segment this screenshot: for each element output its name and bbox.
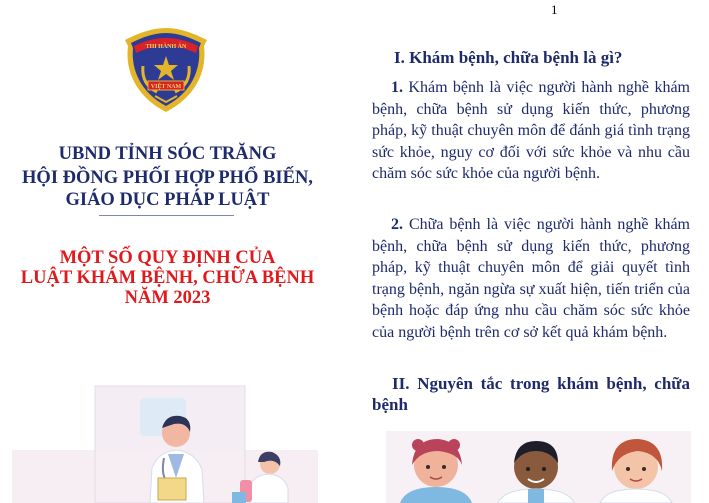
paragraph-1-number: 1. bbox=[391, 79, 403, 96]
doc-title-line-3: NĂM 2023 bbox=[124, 288, 211, 308]
paragraph-2 bbox=[372, 214, 690, 344]
doc-title-line-1: MỘT SỐ QUY ĐỊNH CỦA bbox=[59, 248, 276, 268]
medical-staff-illustration bbox=[386, 425, 691, 503]
section-1-heading: I. Khám bệnh, chữa bệnh là gì? bbox=[394, 48, 623, 67]
org-line-3: GIÁO DỤC PHÁP LUẬT bbox=[65, 190, 270, 210]
court-enforcement-emblem bbox=[121, 26, 211, 114]
org-line-2: HỘI ĐỒNG PHỐI HỢP PHỔ BIẾN, bbox=[22, 168, 313, 188]
title-divider bbox=[99, 215, 234, 216]
svg-text:THI HÀNH ÁN: THI HÀNH ÁN bbox=[145, 44, 187, 50]
doctors-illustration bbox=[0, 378, 335, 503]
paragraph-1-text: Khám bệnh là việc người hành nghề khám bệnh, chữa bệnh sử dụng kiến thức, phương pháp, kỹ thuật chuyên môn để đánh giá tình trạng sức khỏe, nguy cơ đối với sức khỏe và nhu cầu chăm sóc sức khỏe của người bệnh. bbox=[372, 79, 690, 183]
page-number: 1 bbox=[551, 2, 558, 17]
paragraph-1 bbox=[372, 77, 690, 185]
org-line-1: UBND TỈNH SÓC TRĂNG bbox=[58, 144, 277, 164]
svg-text:VIỆT NAM: VIỆT NAM bbox=[150, 84, 182, 90]
paragraph-2-text: Chữa bệnh là việc người hành nghề khám bệnh, chữa bệnh sử dụng kiến thức, phương pháp, kỹ thuật chuyên môn để giải quyết tình trạng bệnh, ngăn ngừa sự xuất hiện, tiến triển của bệnh hoặc đáp ứng nhu cầu chăm sóc sức khỏe của người bệnh trên cơ sở kết quả khám bệnh. bbox=[372, 216, 690, 341]
doc-title-line-2: LUẬT KHÁM BỆNH, CHỮA BỆNH bbox=[20, 268, 315, 288]
section-2-heading: II. Nguyên tắc trong khám bệnh, chữa bệnh bbox=[372, 374, 690, 414]
paragraph-2-number: 2. bbox=[391, 216, 403, 233]
